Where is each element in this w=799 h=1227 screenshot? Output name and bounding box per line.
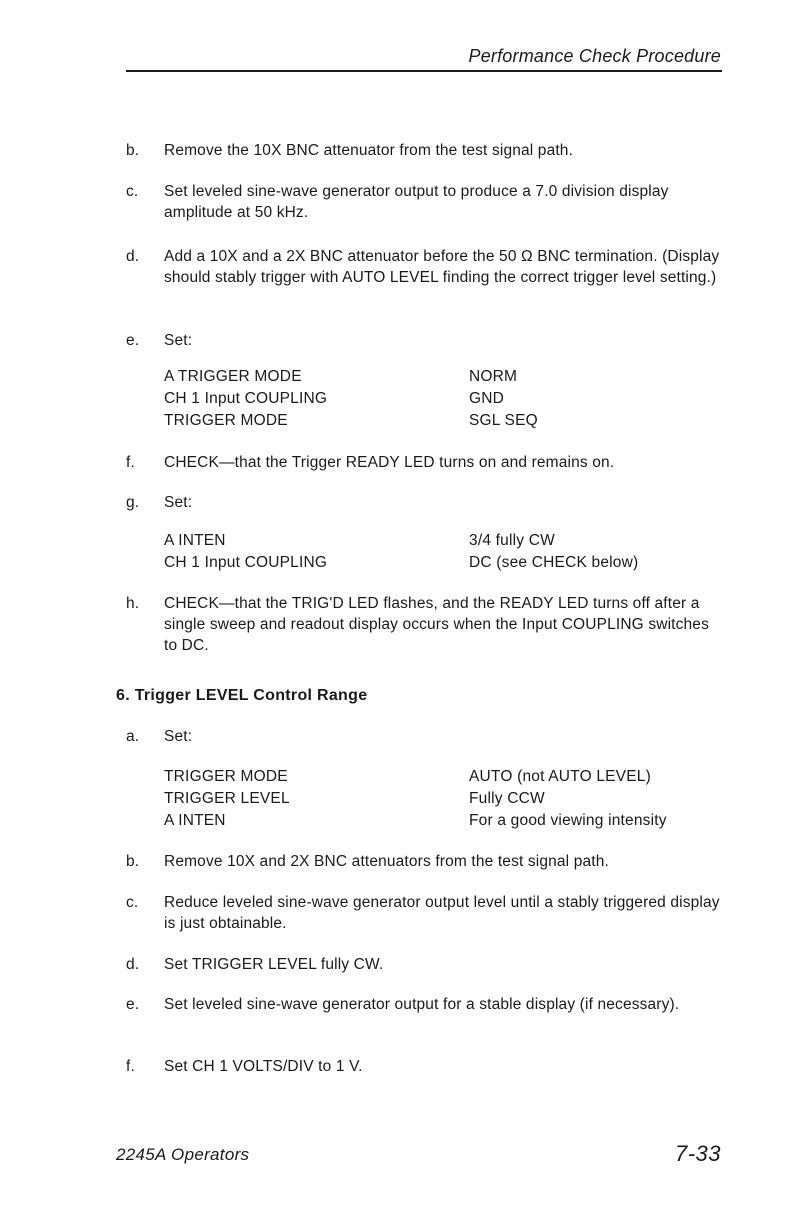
- step-letter: e.: [126, 996, 140, 1013]
- step-text: CHECK—that the TRIG'D LED flashes, and the READY LED turns off after a single sweep and readout display occurs when the Input COUPLING switches to DC.: [164, 595, 709, 654]
- settings-table-g: [164, 530, 724, 574]
- settings-row: [164, 388, 724, 410]
- step-e: [126, 330, 726, 351]
- settings-row: [164, 552, 724, 574]
- step-letter: g.: [126, 494, 140, 511]
- control-name: A TRIGGER MODE: [164, 368, 302, 385]
- footer-page-number: 7-33: [674, 1141, 721, 1166]
- control-value: AUTO (not AUTO LEVEL): [469, 768, 651, 785]
- step-text: Set leveled sine-wave generator output to produce a 7.0 division display amplitude at 50 kHz.: [164, 183, 669, 221]
- control-name: CH 1 Input COUPLING: [164, 390, 328, 407]
- step-text: Remove the 10X BNC attenuator from the test signal path.: [164, 142, 574, 159]
- step-letter: b.: [126, 142, 140, 159]
- step-letter: d.: [126, 956, 140, 973]
- step-g: [126, 492, 726, 513]
- control-name: TRIGGER MODE: [164, 412, 288, 429]
- step-e-2: [126, 994, 726, 1015]
- step-letter: h.: [126, 595, 140, 612]
- step-letter: f.: [126, 1058, 135, 1075]
- step-letter: c.: [126, 183, 139, 200]
- step-letter: b.: [126, 853, 140, 870]
- control-value: DC (see CHECK below): [469, 554, 639, 571]
- step-text: Add a 10X and a 2X BNC attenuator before the 50 Ω BNC termination. (Display should stably trigger with AUTO LEVEL finding the correct trigger level setting.): [164, 248, 720, 286]
- control-value: GND: [469, 390, 505, 407]
- step-text: Set leveled sine-wave generator output for a stable display (if necessary).: [164, 996, 680, 1013]
- step-text: Set:: [164, 728, 193, 745]
- step-letter: f.: [126, 454, 135, 471]
- settings-row: [164, 366, 724, 388]
- step-c: [126, 181, 726, 223]
- step-letter: d.: [126, 248, 140, 265]
- settings-row: [164, 788, 724, 810]
- settings-row: [164, 766, 724, 788]
- step-text: Set:: [164, 494, 193, 511]
- control-name: TRIGGER MODE: [164, 768, 288, 785]
- step-f-2: [126, 1056, 726, 1077]
- settings-row: [164, 410, 724, 432]
- control-name: CH 1 Input COUPLING: [164, 554, 328, 571]
- step-b: [126, 140, 726, 161]
- control-value: 3/4 fully CW: [469, 532, 555, 549]
- control-value: Fully CCW: [469, 790, 545, 807]
- settings-table-e: [164, 366, 724, 432]
- step-text: Remove 10X and 2X BNC attenuators from the test signal path.: [164, 853, 609, 870]
- control-value: For a good viewing intensity: [469, 812, 667, 829]
- step-b-2: [126, 851, 726, 872]
- control-value: SGL SEQ: [469, 412, 538, 429]
- step-a: [126, 726, 726, 747]
- section-heading: 6. Trigger LEVEL Control Range: [116, 687, 368, 704]
- step-letter: a.: [126, 728, 140, 745]
- step-h: [126, 593, 726, 656]
- settings-row: [164, 810, 724, 832]
- step-d-2: [126, 954, 726, 975]
- step-text: CHECK—that the Trigger READY LED turns on and remains on.: [164, 454, 615, 471]
- step-c-2: [126, 892, 726, 934]
- step-text: Set:: [164, 332, 193, 349]
- step-text: Set TRIGGER LEVEL fully CW.: [164, 956, 384, 973]
- settings-table-a: [164, 766, 724, 832]
- header-rule: [126, 70, 722, 72]
- step-d: [126, 246, 726, 288]
- step-letter: e.: [126, 332, 140, 349]
- step-text: Set CH 1 VOLTS/DIV to 1 V.: [164, 1058, 363, 1075]
- control-value: NORM: [469, 368, 518, 385]
- control-name: A INTEN: [164, 812, 226, 829]
- step-f: [126, 452, 726, 473]
- step-text: Reduce leveled sine-wave generator output level until a stably triggered display is just obtainable.: [164, 894, 720, 932]
- running-title: Performance Check Procedure: [468, 46, 721, 66]
- footer-manual-name: 2245A Operators: [116, 1145, 250, 1164]
- control-name: TRIGGER LEVEL: [164, 790, 290, 807]
- settings-row: [164, 530, 724, 552]
- step-letter: c.: [126, 894, 139, 911]
- control-name: A INTEN: [164, 532, 226, 549]
